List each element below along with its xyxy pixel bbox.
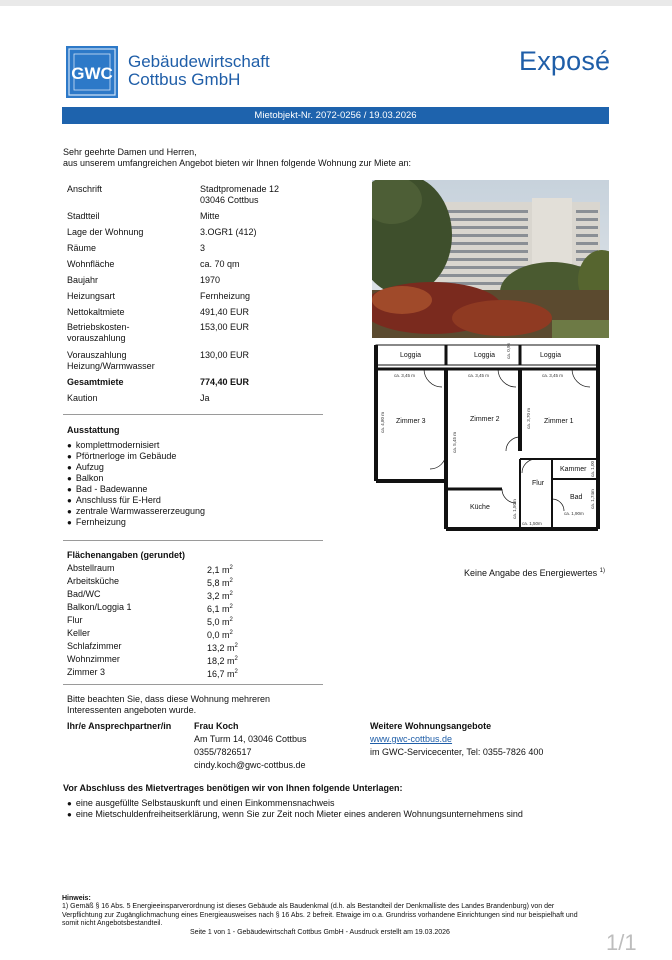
feature-item: ● Aufzug — [67, 462, 104, 473]
intro-line: aus unserem umfangreichen Angebot bieten wir Ihnen folgende Wohnung zur Miete an: — [63, 158, 412, 168]
plan-dim: ca. 1,74m — [590, 489, 595, 509]
area-number: 18,2 — [207, 656, 225, 666]
company-name — [128, 53, 270, 89]
top-band — [0, 0, 672, 6]
plan-dim: ca. 3,45 m — [542, 373, 564, 378]
areas-heading: Flächenangaben (gerundet) — [67, 550, 186, 560]
area-unit: m — [222, 630, 230, 640]
contact-phone: 0355/7826517 — [194, 747, 252, 757]
area-unit-exponent: 2 — [229, 617, 233, 623]
area-unit-exponent: 2 — [229, 578, 233, 584]
area-value — [207, 563, 233, 576]
area-name: Keller — [67, 628, 91, 638]
area-number: 0,0 — [207, 630, 220, 640]
detail-value: Mitte — [200, 211, 220, 221]
area-number: 3,2 — [207, 591, 220, 601]
area-unit: m — [222, 591, 230, 601]
detail-value: 03046 Cottbus — [200, 195, 259, 205]
area-number: 16,7 — [207, 669, 225, 679]
feature-item: ● Balkon — [67, 473, 103, 484]
area-number: 5,0 — [207, 617, 220, 627]
energy-text: Keine Angabe des Energiewertes — [464, 568, 598, 578]
plan-dim: ca. 3,45 m — [468, 373, 490, 378]
detail-label: Wohnfläche — [67, 259, 115, 269]
plan-dim: ca. 1,50m — [512, 499, 517, 519]
detail-label: Kaution — [67, 393, 98, 403]
area-name: Schlafzimmer — [67, 641, 122, 651]
detail-value: ca. 70 qm — [200, 259, 240, 269]
footnote-heading: Hinweis: — [62, 895, 91, 902]
area-value — [207, 641, 238, 654]
detail-value: 491,40 EUR — [200, 307, 250, 317]
area-value — [207, 654, 238, 667]
area-unit-exponent: 2 — [234, 656, 238, 662]
area-unit-exponent: 2 — [234, 669, 238, 675]
detail-label: Heizung/Warmwasser — [67, 361, 155, 371]
plan-label: Loggia — [474, 352, 496, 359]
area-value — [207, 602, 233, 615]
area-name: Balkon/Loggia 1 — [67, 602, 132, 612]
area-value — [207, 667, 238, 680]
page-title: Exposé — [519, 46, 611, 76]
area-name: Abstellraum — [67, 563, 115, 573]
page-footer: Seite 1 von 1 - Gebäudewirtschaft Cottbus GmbH - Ausdruck erstellt am 19.03.2026 — [190, 929, 450, 936]
area-name: Flur — [67, 615, 83, 625]
contact-email[interactable]: cindy.koch@gwc-cottbus.de — [194, 760, 306, 770]
plan-dim: ca. 0,95 — [506, 342, 511, 359]
energy-footnote-ref: 1) — [599, 568, 605, 574]
area-number: 2,1 — [207, 565, 220, 575]
plan-dim: ca. 1,50m — [522, 521, 542, 526]
plan-dim: ca. 4,80 m — [380, 411, 385, 433]
area-value — [207, 615, 233, 628]
feature-item: ● komplettmodernisiert — [67, 440, 159, 451]
divider — [63, 684, 323, 685]
area-unit-exponent: 2 — [229, 604, 233, 610]
plan-label: Kammer — [560, 466, 587, 473]
more-offers-heading: Weitere Wohnungsangebote — [370, 721, 492, 731]
notice-line-1: Bitte beachten Sie, dass diese Wohnung mehreren — [67, 694, 270, 704]
website-link[interactable]: www.gwc-cottbus.de — [370, 734, 453, 744]
total-rent-label: Gesamtmiete — [67, 377, 124, 387]
area-unit-exponent: 2 — [229, 591, 233, 597]
contact-address: Am Turm 14, 03046 Cottbus — [194, 734, 307, 744]
logo-text: GWC — [71, 64, 113, 83]
documents-heading: Vor Abschluss des Mietvertrages benötigen wir von Ihnen folgende Unterlagen: — [63, 783, 403, 793]
feature-item: ● Pförtnerloge im Gebäude — [67, 451, 176, 462]
plan-dim: ca. 1,00 — [590, 460, 595, 477]
detail-value: 1970 — [200, 275, 221, 285]
plan-label: Bad — [570, 494, 583, 501]
detail-value: Stadtpromenade 12 — [200, 184, 280, 194]
plan-label: Zimmer 2 — [470, 416, 500, 423]
area-unit-exponent: 2 — [229, 630, 233, 636]
area-number: 5,8 — [207, 578, 220, 588]
divider — [63, 414, 323, 415]
area-value — [207, 576, 233, 589]
detail-value: 130,00 EUR — [200, 350, 250, 360]
detail-value: 3 — [200, 243, 206, 253]
area-unit: m — [222, 604, 230, 614]
area-unit: m — [222, 578, 230, 588]
feature-item: ● zentrale Warmwassererzeugung — [67, 506, 205, 517]
area-unit: m — [227, 669, 235, 679]
company-line-2: Cottbus GmbH — [128, 70, 241, 89]
feature-item: ● Fernheizung — [67, 517, 126, 528]
plan-label: Küche — [470, 504, 490, 511]
greeting: Sehr geehrte Damen und Herren, — [63, 147, 197, 157]
plan-label: Flur — [532, 480, 545, 487]
contact-heading: Ihr/e Ansprechpartner/in — [67, 721, 172, 731]
area-unit: m — [222, 565, 230, 575]
feature-item: ● Bad - Badewanne — [67, 484, 147, 495]
area-unit: m — [227, 643, 235, 653]
plan-label: Loggia — [540, 352, 562, 359]
area-unit: m — [227, 656, 235, 666]
area-value — [207, 628, 233, 641]
area-unit-exponent: 2 — [229, 565, 233, 571]
detail-value: 3.OGR1 (412) — [200, 227, 257, 237]
feature-item: ● Anschluss für E-Herd — [67, 495, 161, 506]
detail-label: Betriebskosten- — [67, 322, 130, 332]
detail-label: Vorauszahlung — [67, 350, 127, 360]
detail-label: vorauszahlung — [67, 333, 126, 343]
service-center: im GWC-Servicecenter, Tel: 0355-7826 400 — [370, 747, 544, 757]
plan-dim: ca. 5,45 m — [452, 431, 457, 453]
document-item: ● eine ausgefüllte Selbstauskunft und einen Einkommensnachweis — [67, 798, 335, 809]
plan-label: Zimmer 3 — [396, 418, 426, 425]
area-number: 6,1 — [207, 604, 220, 614]
footnote-text: 1) Gemäß § 16 Abs. 5 Energieeinsparverordnung ist dieses Gebäude als Baudenkmal (d.h. als Bestandteil der Denkmalliste des Landes Brandenburg) von der Verpflichtung zur Zugänglichmachung eines Energieausweises nach § 16 Abs. 2 befreit. Etwaige im o.a. Grundriss vorhandene Einrichtungen sind nur beispielhaft und somit nicht Angebotsbestandteil. — [62, 903, 578, 927]
detail-label: Anschrift — [67, 184, 103, 194]
divider — [63, 540, 323, 541]
area-name: Arbeitsküche — [67, 576, 120, 586]
area-name: Bad/WC — [67, 589, 101, 599]
area-name: Wohnzimmer — [67, 654, 120, 664]
detail-label: Lage der Wohnung — [67, 227, 144, 237]
page-indicator: 1/1 — [606, 930, 637, 955]
area-name: Zimmer 3 — [67, 667, 105, 677]
area-value — [207, 589, 233, 602]
plan-dim: ca. 1,90m — [564, 511, 584, 516]
detail-value: 153,00 EUR — [200, 322, 250, 332]
detail-label: Baujahr — [67, 275, 99, 285]
detail-value: Fernheizung — [200, 291, 251, 301]
company-line-1: Gebäudewirtschaft — [128, 52, 270, 71]
notice-line-2: Interessenten angeboten wurde. — [67, 705, 197, 715]
plan-label: Loggia — [400, 352, 422, 359]
plan-dim: ca. 3,70 m — [526, 407, 531, 429]
energy-note — [464, 566, 605, 579]
plan-label: Zimmer 1 — [544, 418, 574, 425]
building-photo — [372, 180, 609, 338]
detail-value: Ja — [200, 393, 210, 403]
object-number-bar: Mietobjekt-Nr. 2072-0256 / 19.03.2026 — [62, 107, 609, 124]
area-unit-exponent: 2 — [234, 643, 238, 649]
detail-label: Nettokaltmiete — [67, 307, 125, 317]
features-heading: Ausstattung — [67, 425, 120, 435]
plan-dim: ca. 3,45 m — [394, 373, 416, 378]
detail-label: Heizungsart — [67, 291, 116, 301]
gwc-logo — [66, 46, 118, 98]
area-unit: m — [222, 617, 230, 627]
area-number: 13,2 — [207, 643, 225, 653]
total-rent-value: 774,40 EUR — [200, 377, 250, 387]
detail-label: Stadtteil — [67, 211, 100, 221]
document-item: ● eine Mietschuldenfreiheitserklärung, wenn Sie zur Zeit noch Mieter eines anderen Wohnungsunternehmens sind — [67, 809, 523, 820]
floor-plan — [372, 341, 609, 533]
contact-name: Frau Koch — [194, 721, 239, 731]
detail-label: Räume — [67, 243, 97, 253]
